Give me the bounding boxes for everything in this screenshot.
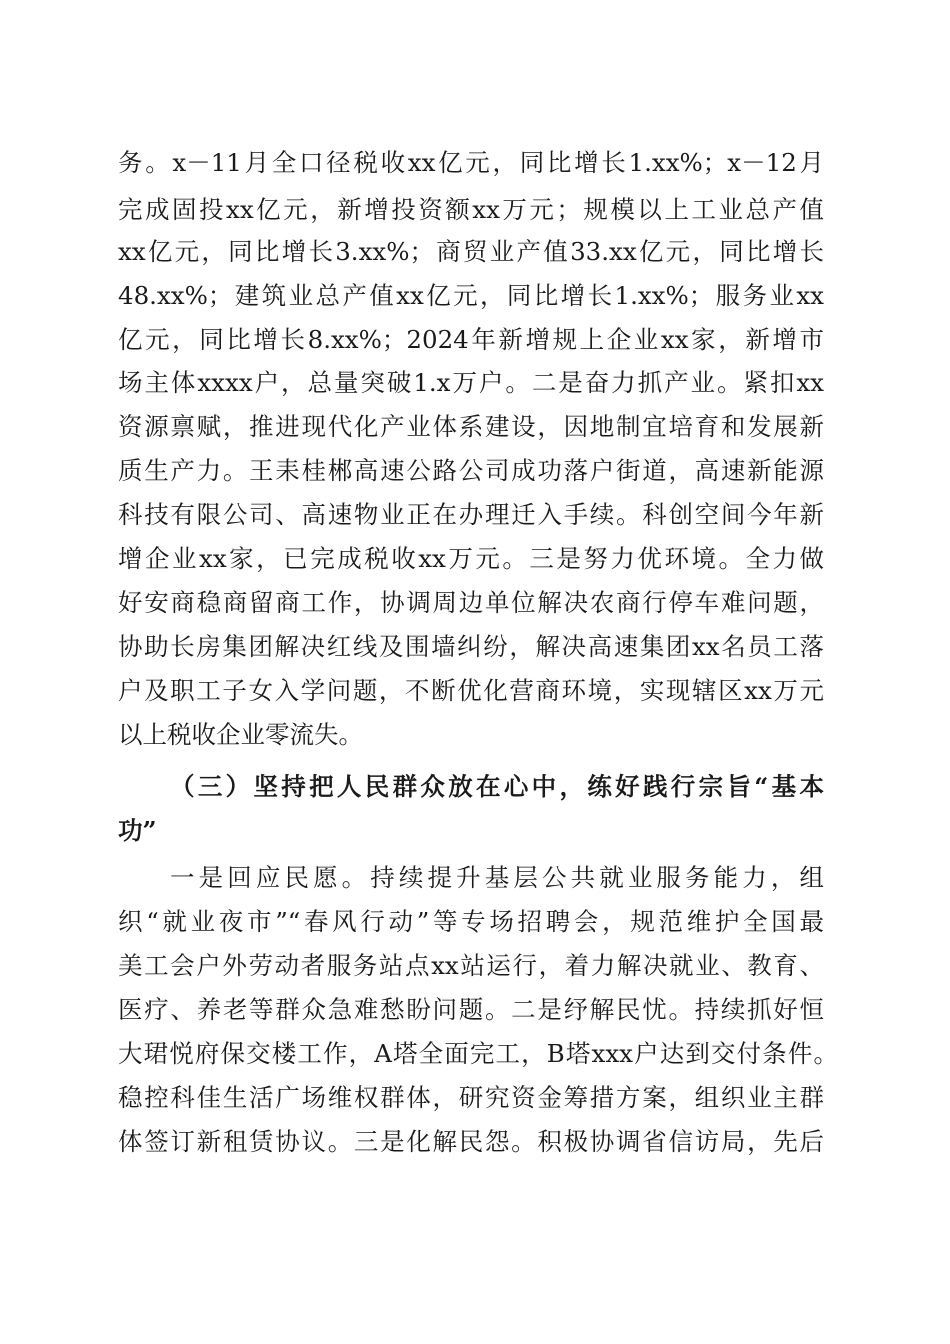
body-line: 协助长房集团解决红线及围墙纠纷，解决高速集团xx名员工落 <box>118 632 824 661</box>
section-line: 一是回应民愿。持续提升基层公共就业服务能力，组 <box>170 863 824 892</box>
section-line: 医疗、养老等群众急难愁盼问题。二是纾解民忧。持续抓好恒 <box>118 995 824 1024</box>
body-line: 务。x－11月全口径税收xx亿元，同比增长1.xx%；x－12月 <box>118 148 824 177</box>
section-line: 美工会户外劳动者服务站点xx站运行，着力解决就业、教育、 <box>118 951 824 980</box>
body-line: 科技有限公司、高速物业正在办理迁入手续。科创空间今年新 <box>118 500 824 529</box>
body-line: 好安商稳商留商工作，协调周边单位解决农商行停车难问题， <box>118 588 824 617</box>
body-line: 增企业xx家，已完成税收xx万元。三是努力优环境。全力做 <box>118 544 824 573</box>
section-line: 大珺悦府保交楼工作，A塔全面完工，B塔xxx户达到交付条件。 <box>118 1039 838 1068</box>
body-line: 资源禀赋，推进现代化产业体系建设，因地制宜培育和发展新 <box>118 412 824 441</box>
section-line: 体签订新租赁协议。三是化解民怨。积极协调省信访局，先后 <box>118 1127 824 1156</box>
section-heading-continued: 功” <box>118 816 157 845</box>
body-line: 亿元，同比增长8.xx%；2024年新增规上企业xx家，新增市 <box>118 325 824 354</box>
body-line: 场主体xxxx户，总量突破1.x万户。二是奋力抓产业。紧扣xx <box>118 368 824 397</box>
section-heading: （三）坚持把人民群众放在心中，练好践行宗旨“基本 <box>170 772 824 801</box>
body-line: 完成固投xx亿元，新增投资额xx万元；规模以上工业总产值 <box>118 195 824 224</box>
body-line: 以上税收企业零流失。 <box>118 720 363 749</box>
section-line: 稳控科佳生活广场维权群体，研究资金筹措方案，组织业主群 <box>118 1083 824 1112</box>
body-line: 48.xx%；建筑业总产值xx亿元，同比增长1.xx%；服务业xx <box>118 281 824 310</box>
section-line: 织“就业夜市”“春风行动”等专场招聘会，规范维护全国最 <box>118 907 824 936</box>
body-line: xx亿元，同比增长3.xx%；商贸业产值33.xx亿元，同比增长 <box>118 237 824 266</box>
body-line: 质生产力。王耒桂郴高速公路公司成功落户街道，高速新能源 <box>118 456 824 485</box>
body-line: 户及职工子女入学问题，不断优化营商环境，实现辖区xx万元 <box>118 676 824 705</box>
